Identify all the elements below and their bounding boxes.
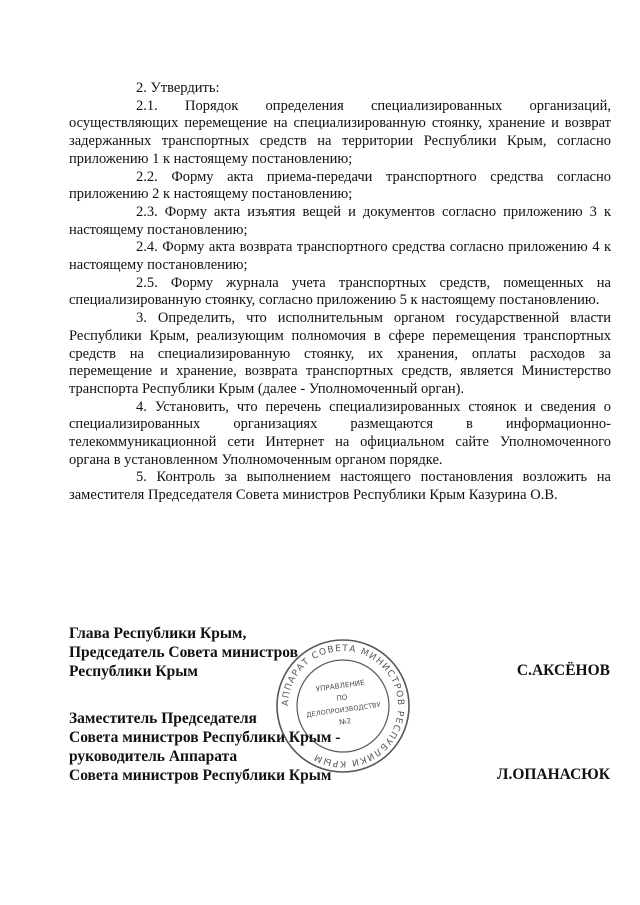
official-stamp	[273, 636, 413, 776]
paragraph-5: 5. Контроль за выполнением настоящего постановления возложить на заместителя Председателя Совета министров Республики Крым Казурина О.В.	[69, 469, 611, 504]
document-body	[69, 80, 611, 505]
stamp-center-line: ДЕЛОПРОИЗВОДСТВУ	[305, 700, 382, 720]
paragraph-2-4: 2.4. Форму акта возврата транспортного средства согласно приложению 4 к настоящему постановлению;	[69, 239, 611, 274]
paragraph-2: 2. Утвердить:	[136, 80, 220, 96]
paragraph-2-1: 2.1. Порядок определения специализированных организаций, осуществляющих перемещение на специализированную стоянку, хранение и возврат задержанных транспортных средств на территории Республики Крым, согласно приложению 1 к настоящему постановлению;	[69, 97, 611, 167]
signature-title-line: руководитель Аппарата	[69, 748, 238, 765]
signature-title-line: Заместитель Председателя	[69, 710, 257, 727]
paragraph-2-5: 2.5. Форму журнала учета транспортных средств, помещенных на специализированную стоянку, согласно приложению 5 к настоящему постановлению.	[69, 274, 611, 309]
signature-block-head	[69, 624, 298, 681]
signatory-name-deputy: Л.ОПАНАСЮК	[496, 766, 610, 783]
stamp-center-line: ПО	[335, 692, 348, 703]
paragraph-2-3: 2.3. Форму акта изъятия вещей и документов согласно приложению 3 к настоящему постановлению;	[69, 203, 611, 238]
stamp-center-line: №2	[338, 716, 352, 727]
paragraph-3: 3. Определить, что исполнительным органом государственной власти Республики Крым, реализующим полномочия в сфере перемещения транспортных средств на специализированную стоянку, их хранения, оплаты расходов за перемещение и хранение, возврата транспортных средств, является Министерство транспорта Республики Крым (далее - Уполномоченный орган).	[69, 310, 611, 397]
paragraph-4: 4. Установить, что перечень специализированных стоянок и сведения о специализированных организациях размещаются в информационно-телекоммуникационной сети Интернет на официальном сайте Уполномоченного органа в установленном Уполномоченным органом порядке.	[69, 398, 611, 468]
signature-title-line: Совета министров Республики Крым	[69, 767, 332, 784]
paragraph-2-2: 2.2. Форму акта приема-передачи транспортного средства согласно приложению 2 к настоящему постановлению;	[69, 168, 611, 203]
signature-title-line: Глава Республики Крым,	[69, 625, 247, 642]
signature-title-line: Председатель Совета министров	[69, 644, 299, 661]
signature-title-line: Республики Крым	[69, 663, 198, 680]
stamp-center-line: УПРАВЛЕНИЕ	[315, 677, 366, 694]
stamp-ring-text: АППАРАТ СОВЕТА МИНИСТРОВ РЕСПУБЛИКИ КРЫМ	[280, 643, 406, 769]
signature-title-line: Совета министров Республики Крым -	[69, 729, 341, 746]
signatory-name-head: С.АКСЁНОВ	[516, 662, 610, 679]
